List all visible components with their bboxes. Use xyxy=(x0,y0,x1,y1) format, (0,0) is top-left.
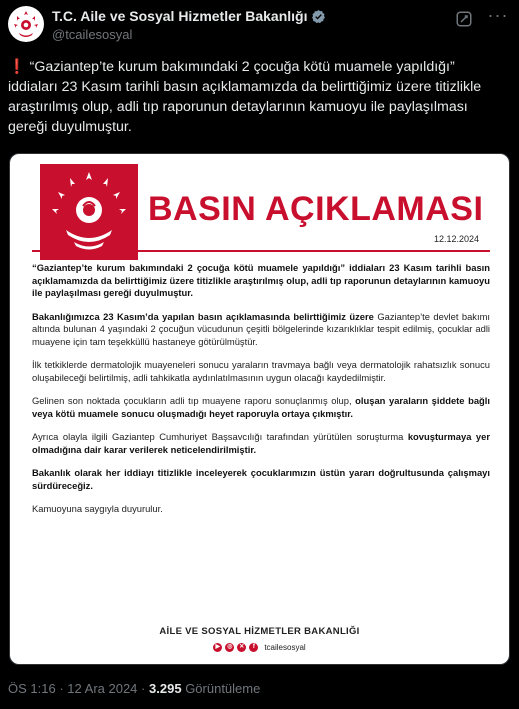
tweet-time[interactable]: ÖS 1:16 xyxy=(8,681,56,696)
paragraph-2: Bakanlığımızca 23 Kasım’da yapılan basın açıklamasında belirttiğimiz üzere Gaziantep’te devlet bakımı altında bulunan 4 yaşındaki 2 çocuğun vücudunun çeşitli bölgelerinde kızarıklıklar tespit edilmiş, çocuklar adli muayene için tam teşekküllü hastaneye götürülmüştür. xyxy=(32,310,490,347)
paragraph-4: Gelinen son noktada çocukların adli tıp muayene raporu sonuçlanmış olup, oluşan yaraların şiddete bağlı veya kötü muamele sonucu oluşmadığı heyet raporuyla ortaya çıkmıştır. xyxy=(32,395,490,419)
view-count: 3.295 xyxy=(149,681,182,696)
paragraph-5: Ayrıca olayla ilgili Gaziantep Cumhuriyet Başsavcılığı tarafından yürütülen soruşturma kovuşturmaya yer olmadığına dair karar verilerek neticelendirilmiştir. xyxy=(32,431,490,455)
tweet-date[interactable]: 12 Ara 2024 xyxy=(67,681,138,696)
meta-separator: · xyxy=(141,681,146,696)
ministry-logo-icon xyxy=(40,164,138,260)
press-release-title: BASIN AÇIKLAMASI xyxy=(148,190,484,228)
divider xyxy=(32,250,490,252)
avatar[interactable] xyxy=(8,6,44,42)
footer-ministry-name: AİLE VE SOSYAL HİZMETLER BAKANLIĞI xyxy=(159,626,360,637)
youtube-icon: ▶ xyxy=(213,643,222,652)
tweet-header xyxy=(0,0,519,52)
footer-social xyxy=(10,643,509,652)
press-release-date: 12.12.2024 xyxy=(433,234,479,244)
facebook-icon: f xyxy=(249,643,258,652)
handle[interactable]: @tcailesosyal xyxy=(52,27,133,42)
meta-separator: · xyxy=(59,681,64,696)
view-count-label: Görüntüleme xyxy=(185,681,261,696)
instagram-icon: ◎ xyxy=(227,644,233,650)
footer-handle: tcailesosyal xyxy=(264,643,306,652)
press-release-body xyxy=(32,262,490,527)
tweet-body: “Gaziantep’te kurum bakımındaki 2 çocuğa kötü muamele yapıldığı” iddiaları 23 Kasım tarihli basın açıklamamızda da belirttiğimiz üzere titizlikle araştırılmış olup, adli tıp raporunun detaylarının kamuoyu ile paylaşılması gereği duyulmuştur. xyxy=(8,59,482,135)
exclamation-icon: ❗ xyxy=(8,59,26,75)
paragraph-7: Kamuoyuna saygıyla duyurulur. xyxy=(32,503,163,514)
press-release-image[interactable] xyxy=(9,153,510,665)
paragraph-1: “Gaziantep’te kurum bakımındaki 2 çocuğa kötü muamele yapıldığı” iddiaları 23 Kasım tarihli basın açıklamamızda da belirttiğimiz üzere titizlikle araştırılmış olup, adli tıp raporunun detaylarının kamuoyu ile paylaşılması gereği duyulmuştur. xyxy=(32,262,490,298)
tweet-text xyxy=(8,57,508,137)
paragraph-3: İlk tetkiklerde dermatolojik muayeneleri sonucu yaraların travmaya bağlı veya dermatolojik rahatsızlık sonucu oluşabileceği belirtilmiş, adli tahkikatla aydınlatılmasının uygun olacağı kaydedilmiştir. xyxy=(32,359,490,383)
tweet-meta xyxy=(8,681,260,696)
paragraph-6: Bakanlık olarak her iddiayı titizlikle inceleyerek çocuklarımızın üstün yararı doğrultusunda çalışmayı sürdüreceğiz. xyxy=(32,467,490,491)
more-icon[interactable]: ··· xyxy=(487,5,509,25)
grok-icon[interactable] xyxy=(455,10,473,28)
x-icon: ✕ xyxy=(239,644,245,650)
display-name[interactable]: T.C. Aile ve Sosyal Hizmetler Bakanlığı xyxy=(52,8,308,24)
verified-badge-icon xyxy=(311,9,326,24)
